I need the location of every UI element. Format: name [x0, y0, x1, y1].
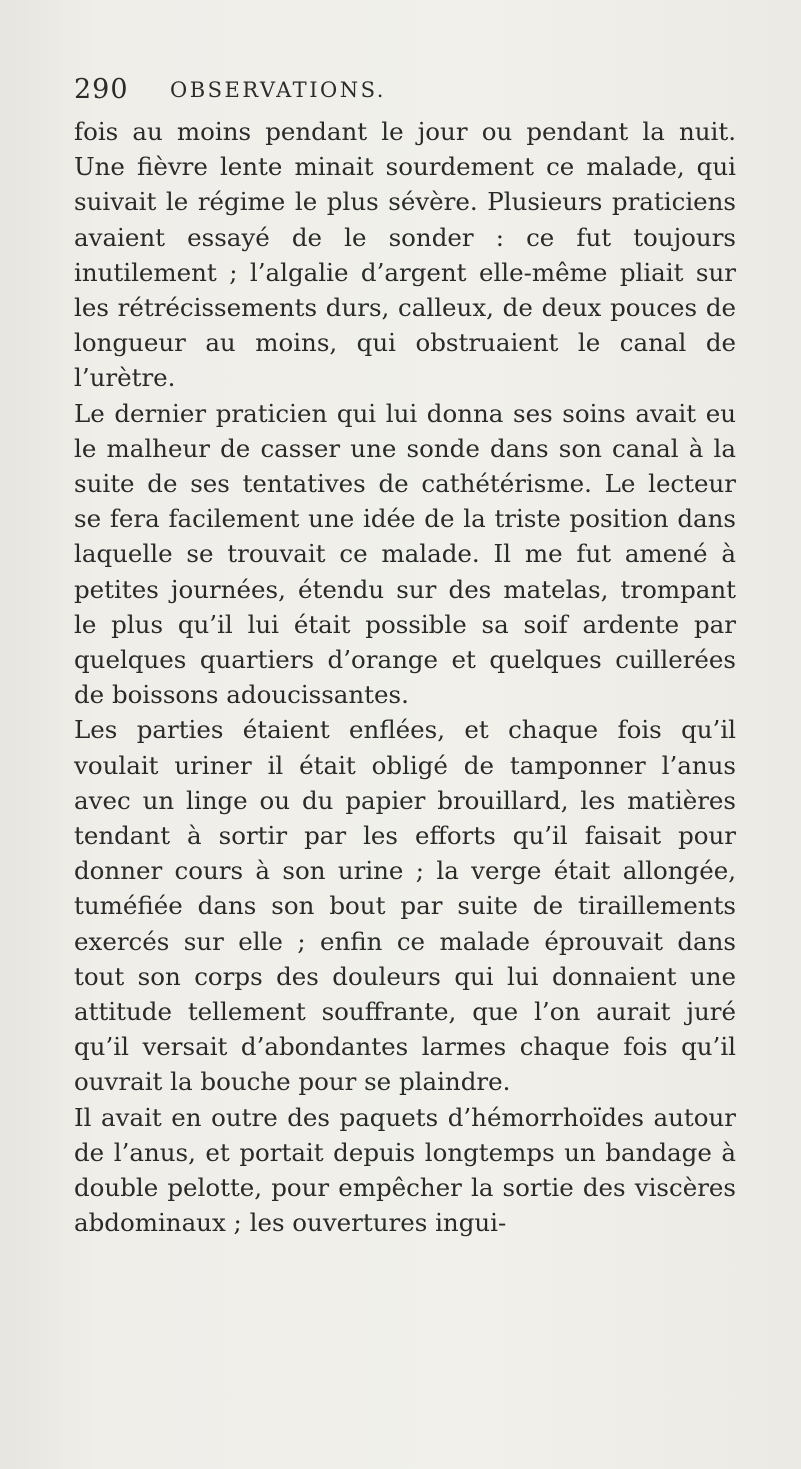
- running-title: OBSERVATIONS.: [170, 78, 386, 102]
- page-number: 290: [74, 74, 129, 105]
- page-header: [74, 74, 634, 114]
- paragraph-2: Le dernier praticien qui lui donna ses soins avait eu le malheur de casser une sonde dans son canal à la suite de ses tentatives de cathétérisme. Le lecteur se fera facilement une idée de la triste position dans laquelle se trouvait ce malade. Il me fut amené à petites journées, étendu sur des matelas, trompant le plus qu’il lui était possible sa soif ardente par quelques quartiers d’orange et quelques cuillerées de boissons adoucissantes.: [74, 398, 736, 710]
- paragraph-3: Les parties étaient enflées, et chaque fois qu’il voulait uriner il était obligé de tamponner l’anus avec un linge ou du papier brouillard, les matières tendant à sortir par les efforts qu’il faisait pour donner cours à son urine ; la verge était allongée, tuméfiée dans son bout par suite de tiraillements exercés sur elle ; enfin ce malade éprouvait dans tout son corps des douleurs qui lui donnaient une attitude tellement souffrante, que l’on aurait juré qu’il versait d’abondantes larmes chaque fois qu’il ouvrait la bouche pour se plaindre.: [74, 715, 736, 1097]
- paragraph-1: fois au moins pendant le jour ou pendant la nuit. Une fièvre lente minait sourdement ce malade, qui suivait le régime le plus sévère. Plusieurs praticiens avaient essayé de le sonder : ce fut toujours inutilement ; l’algalie d’argent elle-même pliait sur les rétrécissements durs, calleux, de deux pouces de longueur au moins, qui obstruaient le canal de l’urètre.: [74, 117, 736, 393]
- paragraph-4: Il avait en outre des paquets d’hémorrhoïdes autour de l’anus, et portait depuis longtemps un bandage à double pelotte, pour empêcher la sortie des viscères abdominaux ; les ouvertures ingui-: [74, 1102, 736, 1238]
- body-text: [74, 114, 736, 1241]
